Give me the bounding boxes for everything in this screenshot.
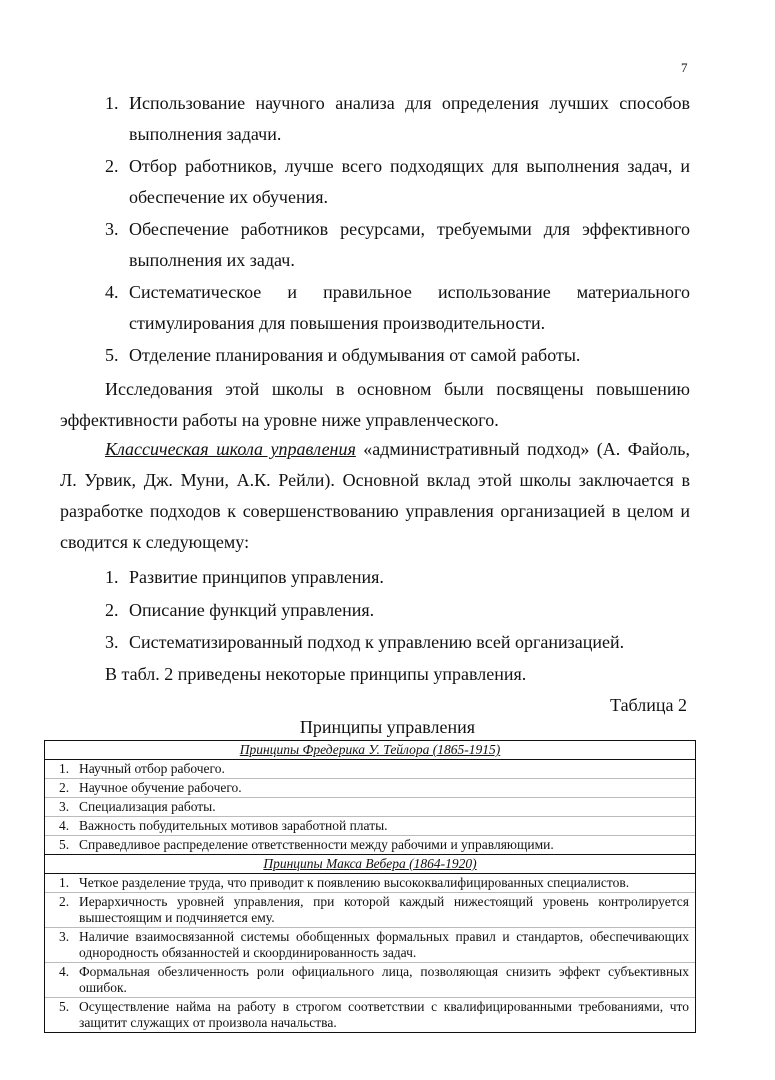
principles-table	[44, 740, 696, 1033]
table-row	[45, 760, 695, 779]
taylor-list-item	[105, 340, 690, 371]
classical-school-description: «административный подход» (А. Файоль, Л. Урвик, Дж. Муни, А.К. Рейли). Основной вклад этой школы заключается в разработке подходов к совершенствованию управления организацией в целом и сводится к следующему:	[60, 439, 690, 552]
row-number: 1.	[59, 761, 70, 776]
taylor-list-item	[105, 277, 690, 339]
page-number: 7	[681, 60, 688, 75]
table-row	[45, 998, 695, 1032]
table-row	[45, 874, 695, 893]
row-text: Осуществление найма на работу в строгом соответствии с квалифицированными требованиями, что защитит служащих от произвола начальства.	[79, 999, 689, 1030]
row-number: 1.	[59, 875, 70, 890]
row-number: 2.	[59, 780, 70, 795]
table-label: Таблица 2	[610, 695, 687, 715]
list-text: Систематическое и правильное использование материального стимулирования для повышения производительности.	[129, 282, 690, 333]
classical-list-item	[105, 562, 690, 593]
list-text: Использование научного анализа для определения лучших способов выполнения задачи.	[129, 93, 690, 144]
list-number: 3.	[105, 632, 119, 652]
list-text: Обеспечение работников ресурсами, требуемыми для эффективного выполнения их задач.	[129, 219, 690, 270]
row-text: Формальная обезличенность роли официального лица, позволяющая снизить эффект субъективных ошибок.	[79, 964, 689, 995]
weber-section	[45, 855, 695, 1032]
row-number: 4.	[59, 964, 70, 979]
table-row	[45, 836, 695, 854]
row-number: 3.	[59, 799, 70, 814]
list-number: 3.	[105, 219, 119, 239]
classical-list-item	[105, 595, 690, 626]
list-text: Описание функций управления.	[129, 600, 375, 620]
list-number: 5.	[105, 345, 119, 365]
row-number: 4.	[59, 818, 70, 833]
table-row	[45, 893, 695, 928]
taylor-header: Принципы Фредерика У. Тейлора (1865-1915)	[45, 741, 695, 760]
row-text: Научный отбор рабочего.	[79, 761, 225, 776]
row-text: Справедливое распределение ответственности между рабочими и управляющими.	[79, 837, 554, 852]
list-number: 2.	[105, 156, 119, 176]
paragraph-classical-school	[60, 434, 690, 558]
list-text: Отбор работников, лучше всего подходящих для выполнения задач, и обеспечение их обучения.	[129, 156, 690, 207]
table-row	[45, 817, 695, 836]
list-number: 1.	[105, 93, 119, 113]
taylor-list-item	[105, 88, 690, 150]
row-text: Специализация работы.	[79, 799, 216, 814]
row-number: 2.	[59, 894, 70, 909]
row-text: Четкое разделение труда, что приводит к появлению высококвалифицированных специалистов.	[79, 875, 630, 890]
taylor-list-item	[105, 151, 690, 213]
paragraph-table-intro: В табл. 2 приведены некоторые принципы управления.	[105, 664, 527, 684]
list-text: Отделение планирования и обдумывания от самой работы.	[129, 345, 581, 365]
list-text: Развитие принципов управления.	[129, 567, 384, 587]
row-text: Иерархичность уровней управления, при которой каждый нижестоящий уровень контролируется вышестоящим и подчиняется ему.	[79, 894, 689, 925]
list-number: 2.	[105, 600, 119, 620]
paragraph-research: Исследования этой школы в основном были посвящены повышению эффективности работы на уровне ниже управленческого.	[60, 379, 690, 430]
row-number: 5.	[59, 999, 70, 1014]
taylor-list-item	[105, 214, 690, 276]
table-row	[45, 963, 695, 998]
list-text: Систематизированный подход к управлению всей организацией.	[129, 632, 625, 652]
weber-header: Принципы Макса Вебера (1864-1920)	[45, 855, 695, 874]
row-number: 5.	[59, 837, 70, 852]
table-title: Принципы управления	[299, 717, 476, 737]
list-number: 1.	[105, 567, 119, 587]
row-number: 3.	[59, 929, 70, 944]
row-text: Важность побудительных мотивов заработной платы.	[79, 818, 388, 833]
row-text: Научное обучение рабочего.	[79, 780, 242, 795]
table-row	[45, 928, 695, 963]
list-number: 4.	[105, 282, 119, 302]
row-text: Наличие взаимосвязанной системы обобщенных формальных правил и стандартов, обеспечивающих однородность обязанностей и скоординированность задач.	[79, 929, 689, 960]
taylor-section	[45, 741, 695, 855]
classical-school-term: Классическая школа управления	[105, 439, 356, 459]
table-row	[45, 798, 695, 817]
classical-list-item	[105, 627, 690, 658]
table-row	[45, 779, 695, 798]
